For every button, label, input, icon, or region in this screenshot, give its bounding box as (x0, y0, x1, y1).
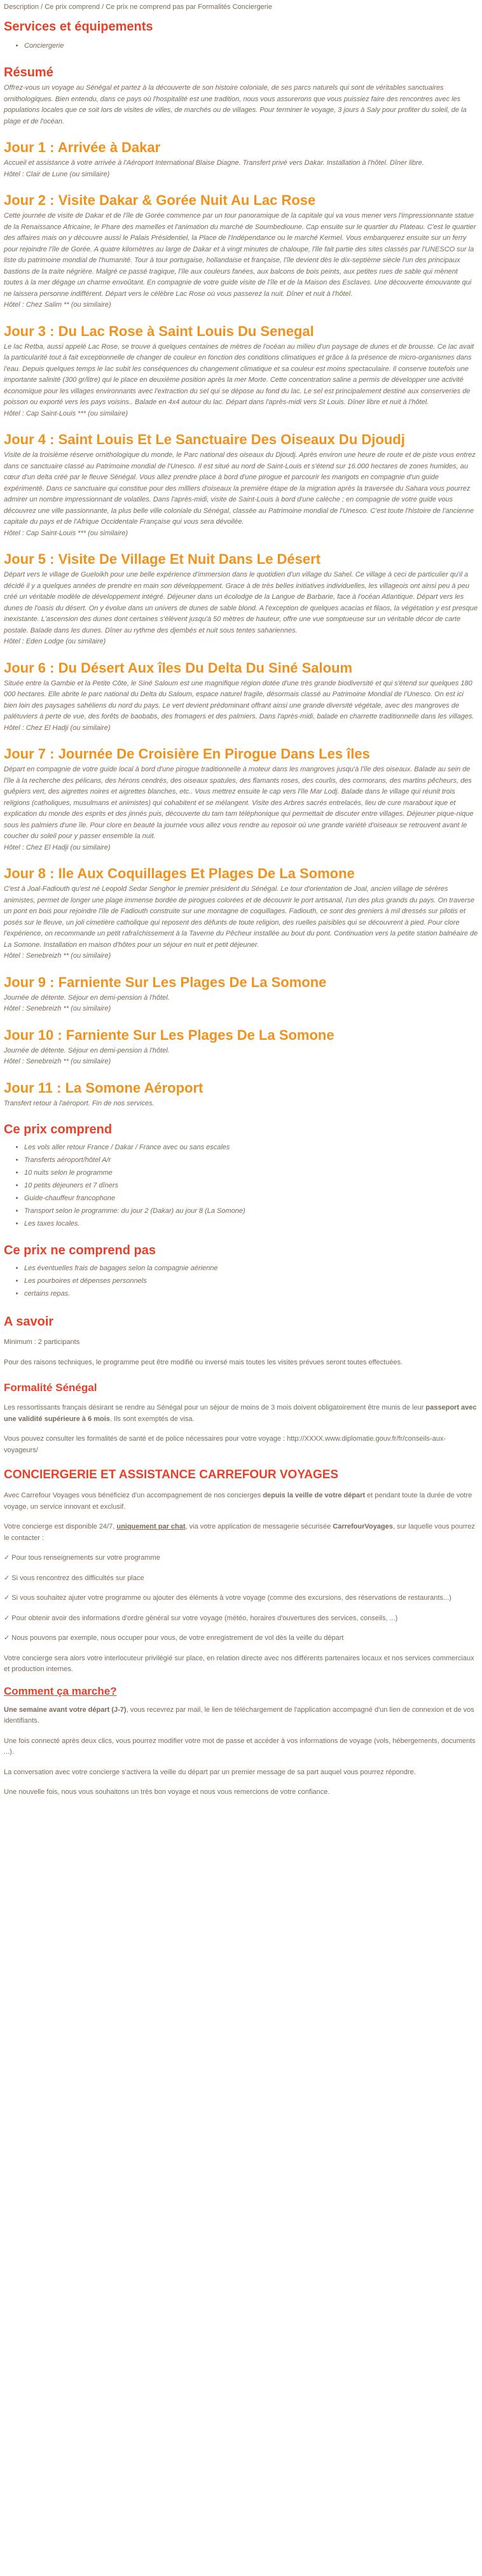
how-step-1 (4, 1705, 478, 1727)
day-title: Jour 10 : Farniente Sur Les Plages De La Somone (4, 1026, 334, 1043)
day-text: Journée de détente. Séjour en demi-pension à l'hôtel. (4, 1046, 170, 1054)
day-text: Transfert retour à l'aéroport. Fin de nos services. (4, 1099, 155, 1107)
concierge-intro-part: Avec Carrefour Voyages vous bénéficiez d'un accompagnement de nos concierges (4, 1492, 263, 1499)
chat-only-emphasis: uniquement par chat (116, 1523, 186, 1530)
concierge-availability-part: , sur laquelle vous pourrez le contacter : (4, 1523, 475, 1542)
breadcrumb (4, 0, 478, 13)
day-text: C'est à Joal-Fadiouth qu'est né Leopold Sedar Senghor le premier président du Sénégal. Le tour d'orientation de Joal, ancien village de sérères animistes, permet de longer une plage immense bordée de pirogues colorées et de découvrir le port artisanal, l'un des plus grands du pays. On traverse un pont en bois pour rejoindre l'île de Fadiouth construite sur une montagne de coquillages. Fadiouth, ce sont des greniers à mil dressés sur pilotis et posés sur le fleuve, un joli cimetière catholique qui reposent des défunts de toute religion, des ruelles paisibles qui se découvrent à pied. Pour clore l'expérience, on recommande un petit rafraîchissement à la Taverne du Pêcheur installée au bout du pont. Continuation vers la petite station balnéaire de La Somone. Installation en maison d'hôtes pour un séjour en nuit et petit déjeuner. (4, 885, 478, 949)
day-text: Accueil et assistance à votre arrivée à l'Aéroport International Blaise Diagne. Transfert privé vers Dakar. Installation à l'hôtel. Dîner libre. (4, 159, 424, 167)
itinerary (4, 139, 478, 1109)
concierge-intro-part: et pendant toute la durée de votre voyage, un service innovant et exclusif. (4, 1492, 472, 1511)
formalities-text-part: . Ils sont exemptés de visa. (109, 1415, 195, 1423)
concierge-intro (4, 1490, 478, 1513)
day-text: Départ en compagnie de votre guide local à bord d'une pirogue traditionnelle à moteur dans les mangroves jusqu'à l'île des oiseaux. Balade au sein de l'île à la recherche des pélicans, des hérons cendrés, des oiseaux spatules, des flamants roses, des courlis, des cormorans, des martins pêcheurs, des guêpiers vert, des aigrettes noires et aigrettes blanches, etc.. Vous mettrez ensuite le cap vers l'île Mar Lodj. Balade dans le village qui réunit trois religions (catholiques, musulmans et animistes) qui cohabitent et se mélangent. Visite des Arbres sacrés entrelacés, lieu de cure marabout ique et explication du monde des esprits et des jinnés puis, découverte du tam tam téléphonique qui permettait de discuter entre villages. Déjeuner pique-nique sous les palmiers d'une île. Pour clore en beauté la journée vous allez vous rendre au reposoir où une grande variété d'oiseaux se retrouvent avant le coucher du soleil pour y passer ensemble la nuit. (4, 766, 474, 840)
excluded-item: • certains repas. (24, 1287, 478, 1300)
concierge-closing: Votre concierge sera alors votre interlocuteur privilégié sur place, en relation directe avec nos différents partenaires locaux et nos services commerciaux et production internes. (4, 1654, 474, 1673)
concierge-intro-emphasis: depuis la veille de votre départ (263, 1492, 366, 1499)
how-closing: Une nouvelle fois, nous vous souhaitons un très bon voyage et nous vous remercions de votre confiance. (4, 1788, 330, 1796)
included-title: Ce prix comprend (4, 1123, 113, 1137)
day-block (4, 323, 478, 420)
summary-text: Offrez-vous un voyage au Sénégal et partez à la découverte de son histoire coloniale, de ses parcs naturels qui sont de véritables sanctuaires ornithologiques. Bien entendu, dans ce pays où l'hospitalité est une tradition, nous vous assurerons que vous puissiez faire des rencontres avec les populations locales que ce soit lors de visites de villes, de marchés ou de villages. Pour terminer le voyage, 3 jours à Saly pour profiter du soleil, de la plage et de l'océan. (4, 84, 467, 125)
day-title: Jour 6 : Du Désert Aux îles Du Delta Du Siné Saloum (4, 659, 353, 676)
day-text: Située entre la Gambie et la Petite Côte, le Siné Saloum est une magnifique région dotée d'une très grande biodiversité et qui s'étend sur quelques 180 000 hectares. Elle abrite le parc national du Delta du Saloum, espace naturel fragile, désormais classé au Patrimoine Mondial de l'Unesco. On est ici bien loin des paysages sahéliens du nord du pays. Le vert devient prédominant offrant ainsi une grande diversité végétale, avec des mangroves de palétuviers à perte de vue, des forêts de baobabs, des fromagers et des palmiers. Dans l'après-midi, balade en charrette traditionnelle dans les villages. (4, 679, 474, 720)
day-text: Départ vers le village de Gueloikh pour une belle expérience d'immersion dans le quotidien d'un village du Sahel. Ce village à ceci de particulier qu'il a décidé il y a quelques années de prendre en main son développement. Grace à de très belles initiatives individuelles, les villageois ont ainsi peu à peu créé un véritable modèle de développement intégré. Déjeuner dans un écolodge de la Langue de Barbarie, face à l'océan Atlantique. Départ vers les dunes de l'oasis du désert. On y évolue dans un univers de dunes de sable blond. A l'exception de quelques acacias et filaos, la végétation y est presque inexistante. L'ascension des dunes dont certaines s'élèvent jusqu'à 50 mètres de hauteur, offre une vue somptueuse sur un véritable décor de carte postale. Balade dans les dunes. Dîner au rythme des djembés et nuit sous tentes sahariennes. (4, 571, 478, 634)
formalities-link-text[interactable]: Vous pouvez consulter les formalités de santé et de police nécessaires pour votre voyage : http://XXXX.www.diplomatie.gouv.fr/fr/conseils-aux-voyageurs/ (4, 1435, 446, 1454)
excluded-title: Ce prix ne comprend pas (4, 1243, 156, 1257)
day-block (4, 139, 478, 180)
day-title: Jour 5 : Visite De Village Et Nuit Dans Le Désert (4, 551, 321, 567)
concierge-check-item: ✓ Pour tous renseignements sur votre programme (4, 1554, 160, 1562)
day-hotel: Hôtel : Chez El Hadji (ou similaire) (4, 724, 111, 732)
day-hotel: Hôtel : Senebreizh ** (ou similaire) (4, 1005, 111, 1012)
excluded-list (24, 1262, 478, 1300)
concierge-availability-part: , via votre application de messagerie sécurisée (185, 1523, 333, 1530)
day-title: Jour 7 : Journée De Croisière En Pirogue Dans Les îles (4, 746, 370, 762)
concierge-check-item: ✓ Nous pouvons par exemple, nous occuper pour vous, de votre enregistrement de vol dès la veille du départ (4, 1634, 344, 1642)
concierge-check-item: ✓ Si vous souhaitez ajuter votre programme ou ajouter des éléments à votre voyage (comme des excursions, des réservations de restaurants...) (4, 1594, 451, 1602)
day-hotel: Hôtel : Senebreizh ** (ou similaire) (4, 1058, 111, 1065)
included-item: • Transferts aéroport/hôtel A/r (24, 1154, 478, 1166)
included-item: • 10 nuits selon le programme (24, 1166, 478, 1179)
day-text: Journée de détente. Séjour en demi-pension à l'hôtel. (4, 993, 170, 1002)
breadcrumb-separator: par (186, 3, 196, 11)
day-hotel: Hôtel : Eden Lodge (ou similaire) (4, 638, 106, 645)
formalities-text (4, 1403, 478, 1425)
concierge-check-item: ✓ Si vous rencontrez des difficultés sur place (4, 1574, 144, 1582)
day-text: Visite de la troisième réserve ornithologique du monde, le Parc national des oiseaux du Djoudj. Après environ une heure de route et de piste vous entrez dans ce sanctuaire classé au Patrimoine mondial de l'Unesco. Il est situé au nord de Saint-Louis et s'étend sur 16.000 hectares de zones humides, au cœur d'un delta créé par le fleuve Sénégal. Vous allez prendre place à bord d'une pirogue et parcourir les marigots en compagnie d'un guide expérimenté. Dans ce sanctuaire qui constitue pour des milliers d'oiseaux la première étape de la migration après la traversée du Sahara vous pourrez admirer un nombre impressionnant de volatiles. Dans l'après-midi, visite de Saint-Louis à bord d'une calèche ; en compagnie de votre guide vous découvrez une ville passionnante, la plus belle ville coloniale du Sénégal, classée au Patrimoine mondial de l'Unesco. C'est toute l'histoire de l'ancienne capitale du pays et de l'Afrique Occidentale Française qui vous sera dévoilée. (4, 451, 476, 526)
day-text: Le lac Retba, aussi appelé Lac Rose, se trouve à quelques centaines de mètres de l'océan au milieu d'un paysage de dunes et de brousse. Ce lac avait la particularité tout à fait exceptionnelle de changer de couleur en fonction des conditions climatiques et grâce à la présence de micro-organismes dans l'eau. Depuis quelques temps le lac subit les conséquences du changement climatique et sa couleur est moins spectaculaire. Il conserve toutefois une importante salinité (300 gr/litre) qui le place en deuxième position après la mer Morte. Cette concentration saline a permis de développer une activité économique pour les villages environnants avec l'extraction du sel qui se dépose au fond du lac. Le sel est principalement destiné aux conserveries de poisson ou exporté vers les pays voisins.. Balade en 4x4 autour du lac. Départ dans l'après-midi vers St Louis. Dîner libre et nuit à l'hôtel. (4, 342, 474, 406)
formalities-title: Formalité Sénégal (4, 1382, 97, 1394)
day-block (4, 550, 478, 648)
breadcrumb-formalities[interactable]: Formalités (198, 3, 231, 11)
included-list (24, 1141, 478, 1230)
day-block (4, 431, 478, 539)
breadcrumb-concierge[interactable]: Conciergerie (232, 3, 272, 11)
day-hotel: Hôtel : Chez Salim ** (ou similaire) (4, 301, 111, 309)
breadcrumb-includes[interactable]: Ce prix comprend (45, 3, 100, 11)
day-block (4, 192, 478, 311)
day-title: Jour 1 : Arrivée à Dakar (4, 139, 161, 155)
day-block (4, 1079, 478, 1110)
day-hotel: Hôtel : Cap Saint-Louis *** (ou similaire) (4, 529, 128, 537)
included-item: • Guide-chauffeur francophone (24, 1192, 478, 1205)
included-item: • 10 petits déjeuners et 7 dîners (24, 1179, 478, 1192)
concierge-check-item: ✓ Pour obtenir avoir des informations d'ordre général sur votre voyage (météo, horaires d'ouvertures des services, conseils, ...) (4, 1614, 398, 1622)
app-name: CarrefourVoyages (333, 1523, 393, 1530)
services-item: • Conciergerie (24, 39, 478, 52)
day-block (4, 659, 478, 734)
day-title: Jour 9 : Farniente Sur Les Plages De La Somone (4, 974, 327, 990)
how-step-1-emphasis: Une semaine avant votre départ (J-7) (4, 1705, 127, 1714)
day-block (4, 974, 478, 1015)
program-note: Pour des raisons techniques, le programme peut être modifié ou inversé mais toutes les visites prévues seront toutes effectuées. (4, 1358, 403, 1366)
day-title: Jour 8 : Ile Aux Coquillages Et Plages De La Somone (4, 865, 355, 881)
breadcrumb-separator: / (102, 3, 104, 11)
page-root (4, 0, 478, 1798)
min-participants: Minimum : 2 participants (4, 1338, 80, 1346)
excluded-item: • Les pourboires et dépenses personnels (24, 1275, 478, 1287)
summary-title: Résumé (4, 66, 53, 80)
services-list (24, 39, 478, 52)
included-item: • Les taxes locales. (24, 1217, 478, 1230)
excluded-item: • Les éventuelles frais de bagages selon la compagnie aérienne (24, 1262, 478, 1275)
concierge-availability-part: Votre concierge est disponible 24/7, (4, 1523, 117, 1530)
day-title: Jour 3 : Du Lac Rose à Saint Louis Du Senegal (4, 323, 314, 339)
day-title: Jour 11 : La Somone Aéroport (4, 1079, 203, 1096)
how-it-works-title: Comment ça marche? (4, 1684, 117, 1697)
day-title: Jour 4 : Saint Louis Et Le Sanctuaire Des Oiseaux Du Djoudj (4, 431, 405, 447)
how-step-3: La conversation avec votre concierge s'activera la veille du départ par un premier message de sa part auquel vous pourrez répondre. (4, 1768, 416, 1776)
how-step-2: Une fois connecté après deux clics, vous pourrez modifier votre mot de passe et accéder à vos informations de voyage (vols, hébergements, documents ...). (4, 1737, 476, 1756)
how-step-1-text: , vous recevrez par mail, le lien de téléchargement de l'application accompagné d'un lien de connexion et de vos identifiants. (4, 1705, 474, 1725)
breadcrumb-separator: / (41, 3, 43, 11)
day-hotel: Hôtel : Clair de Lune (ou similaire) (4, 170, 110, 178)
day-hotel: Hôtel : Cap Saint-Louis *** (ou similaire) (4, 409, 128, 417)
day-text: Cette journée de visite de Dakar et de l'île de Gorée commence par un tour panoramique de la capitale qui va vous mener vers l'impressionnante statue de la Renaissance Africaine, le Phare des mamelles et l'animation du marché de Soumbedioune. Cap ensuite sur le quartier du Plateau. C'est le quartier des affaires mais on y découvre aussi le Palais Présidentiel, la Place de l'Indépendance ou le marché Kermel. Vous embarquerez ensuite sur un ferry pour rejoindre l'île de Gorée. A quatre kilomètres au large de Dakar et à vingt minutes de chaloupe, l'île fait partie des sites classés par l'UNESCO sur la liste du patrimoine mondial de l'humanité. Tour à tour portugaise, hollandaise et française, l'île devient dès le dix-septième siècle l'un des principaux bastions de la traite négrière. Malgré ce passé tragique, l'île aux couleurs fanées, aux balcons de bois peints, aux petites rues de sable qui mènent toutes à la mer dégage un charme envoûtant. En compagnie de votre guide visite de l'île et de la Maison des Esclaves. Une découverte émouvante qui ne laissera personne indifférent. Départ vers le célèbre Lac Rose où vous passerez la nuit. Dîner et nuit à l'hôtel. (4, 212, 476, 298)
breadcrumb-description[interactable]: Description (4, 3, 39, 11)
day-block (4, 1026, 478, 1068)
included-item: • Transport selon le programme: du jour 2 (Dakar) au jour 8 (La Somone) (24, 1205, 478, 1217)
day-block (4, 865, 478, 962)
included-item: • Les vols aller retour France / Dakar / France avec ou sans escales (24, 1141, 478, 1154)
day-hotel: Hôtel : Chez El Hadji (ou similaire) (4, 843, 111, 851)
passport-requirement: passeport avec une validité supérieure à 6 mois (4, 1404, 477, 1423)
services-title: Services et équipements (4, 20, 153, 34)
day-hotel: Hôtel : Senebreizh ** (ou similaire) (4, 952, 111, 960)
formalities-text-part: Les ressortissants français désirant se rendre au Sénégal pour un séjour de moins de 3 mois doivent obligatoirement être munis de leur (4, 1404, 426, 1411)
day-title: Jour 2 : Visite Dakar & Gorée Nuit Au Lac Rose (4, 192, 316, 208)
concierge-availability (4, 1522, 478, 1544)
concierge-title: CONCIERGERIE ET ASSISTANCE CARREFOUR VOYAGES (4, 1468, 339, 1481)
to-know-title: A savoir (4, 1315, 54, 1329)
breadcrumb-excludes[interactable]: Ce prix ne comprend pas (106, 3, 184, 11)
day-block (4, 745, 478, 853)
